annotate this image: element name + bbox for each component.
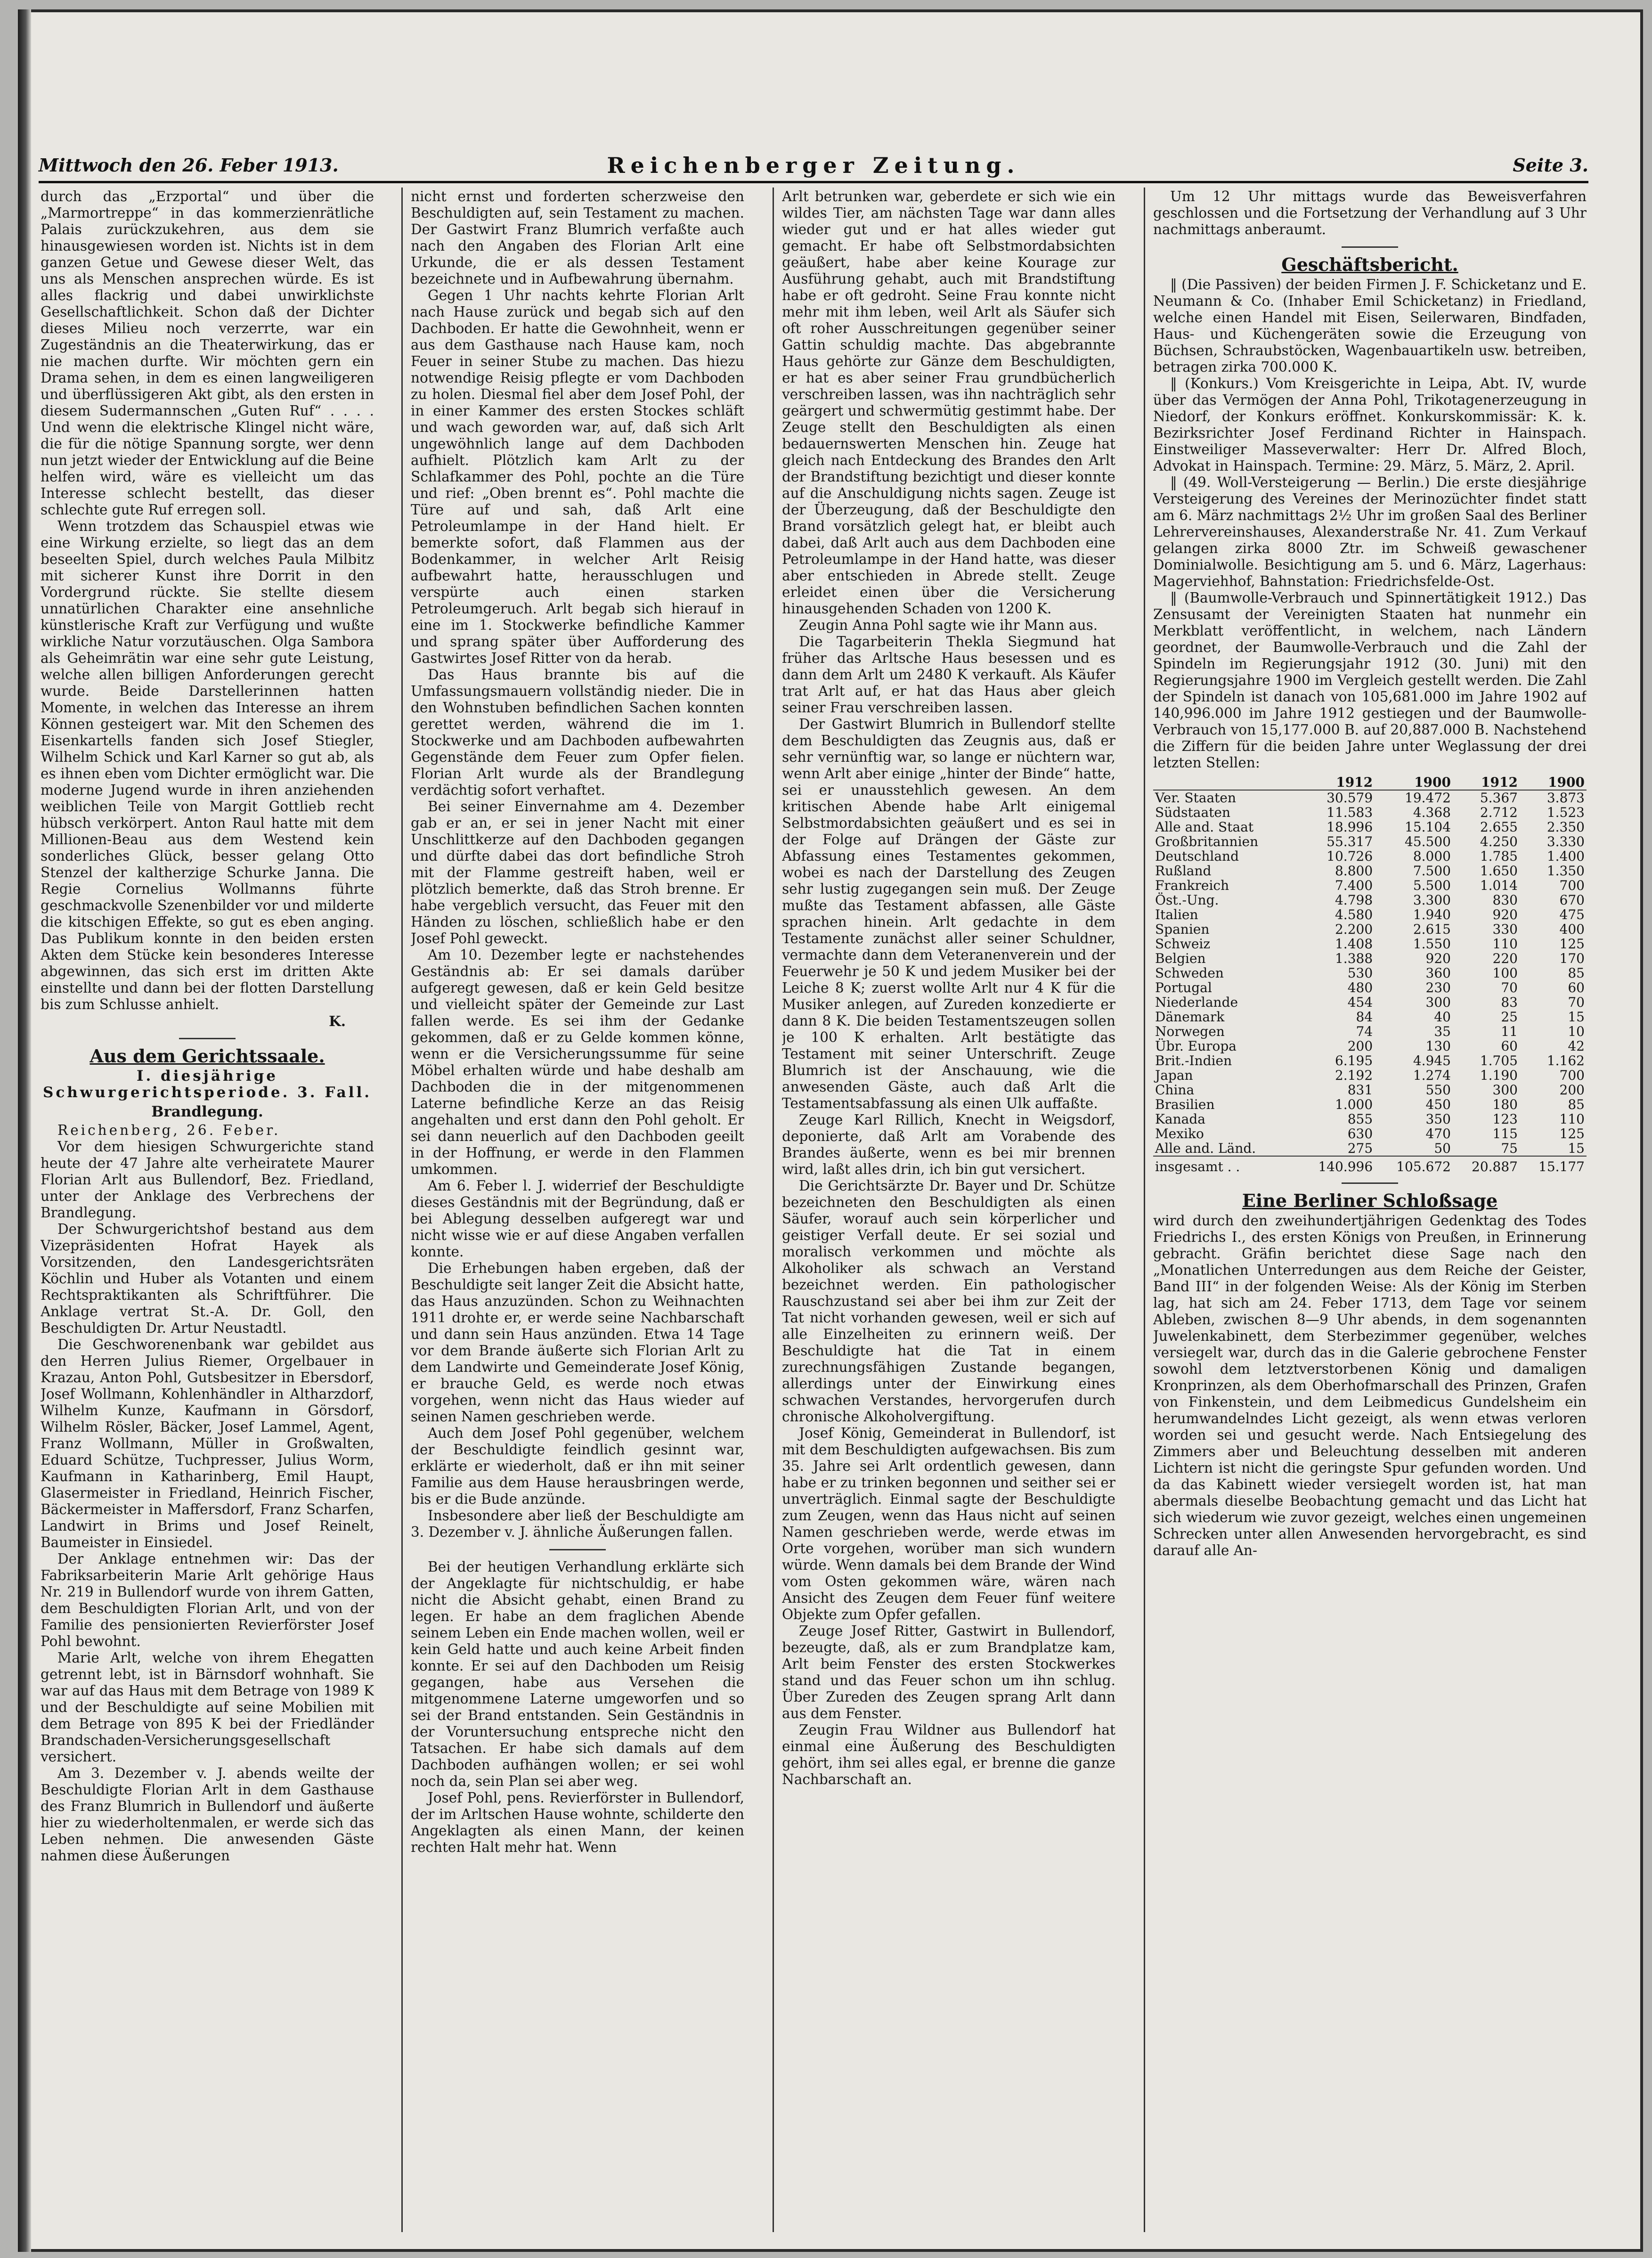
table-cell-value: 18.996: [1326, 819, 1373, 835]
table-row: [1153, 1053, 1587, 1068]
table-header: 1912: [1453, 775, 1520, 790]
table-cell-value: 2.712: [1480, 805, 1518, 820]
table-cell-label: Südstaaten: [1155, 805, 1231, 820]
table-row: [1153, 893, 1587, 907]
table-body: [1153, 790, 1587, 1174]
table-cell-label: Übr. Europa: [1155, 1038, 1237, 1054]
table-cell-label: Japan: [1155, 1068, 1193, 1083]
table-cell-value: 350: [1425, 1111, 1451, 1127]
table-cell-value: 7.500: [1413, 863, 1451, 879]
paragraph: Zeuge Josef Ritter, Gastwirt in Bullendorf, bezeugte, daß, als er zum Brandplatze kam, Arlt beim Fenster des ersten Stockwerkes stand und das Feuer schon um ihn schlug. Über Zureden des Zeugen sprang Arlt dann aus dem Fenster.: [782, 1623, 1115, 1721]
table-cell-label: insgesamt . .: [1153, 1156, 1296, 1174]
table-cell-label: China: [1155, 1082, 1195, 1098]
table-row: [1153, 1083, 1587, 1097]
table-cell-value: 75: [1501, 1141, 1518, 1156]
table-cell-value: 700: [1559, 1068, 1585, 1083]
paragraph: Die Erhebungen haben ergeben, daß der Beschuldigte seit langer Zeit die Absicht hatte, das Haus anzuzünden. Schon zu Weihnachten 1911 drohte er, er werde seine Nachbarschaft und dann sein Haus anzünden. Etwa 14 Tage vor dem Brande äußerte sich Florian Arlt zu dem Landwirte und Gemeinderate Josef König, er brauche Geld, es werde noch etwas vorgehen, wenn nicht das Haus wieder auf seinen Namen geschrieben werde.: [411, 1260, 744, 1425]
table-cell-label: Alle and. Staat: [1155, 819, 1254, 835]
table-cell-value: 55.317: [1326, 834, 1373, 849]
paragraph: Am 6. Feber l. J. widerrief der Beschuldigte dieses Geständnis mit der Begründung, daß er bei Ablegung desselben aufgeregt war und nicht wisse wie er auf diese Angaben verfallen konnte.: [411, 1178, 744, 1260]
separator: [1342, 1182, 1398, 1184]
table-cell-label: Alle and. Länd.: [1155, 1141, 1256, 1156]
paragraph: Am 3. Dezember v. J. abends weilte der Beschuldigte Florian Arlt in dem Gasthause des Franz Blumrich in Bullendorf und äußerte hier zu wiederholtenmalen, er werde sich das Leben nehmen. Die anwesenden Gäste nahmen diese Äußerungen: [41, 1765, 374, 1864]
table-row: [1153, 1097, 1587, 1112]
table-cell-label: Dänemark: [1155, 1009, 1225, 1025]
table-cell-value: 83: [1501, 994, 1518, 1010]
table-cell-value: 454: [1347, 994, 1373, 1010]
paragraph: Insbesondere aber ließ der Beschuldigte am 3. Dezember v. J. ähnliche Äußerungen fallen.: [411, 1508, 744, 1540]
table-cell-value: 2.615: [1413, 921, 1451, 937]
table-row: [1153, 907, 1587, 922]
table-cell-value: 200: [1559, 1082, 1585, 1098]
separator: [1342, 246, 1398, 248]
author-signature: K.: [329, 1013, 346, 1029]
table-cell-value: 360: [1425, 965, 1451, 981]
table-cell-value: 60: [1568, 980, 1585, 995]
table-cell-label: Niederlande: [1155, 994, 1238, 1010]
table-cell-value: 70: [1501, 980, 1518, 995]
table-cell-value: 10.726: [1326, 848, 1373, 864]
paragraph: Arlt betrunken war, geberdete er sich wie ein wildes Tier, am nächsten Tage war dann alles wieder gut und er hat alles wieder gut gemacht. Er habe oft Selbstmordabsichten geäußert, habe aber keine Kourage zur Ausführung gehabt, auch mit Brandstiftung habe er oft gedroht. Seine Frau konnte nicht mehr mit ihm leben, weil Arlt als Säufer sich oft roher Ausschreitungen gegenüber seiner Gattin schuldig machte. Das abgebrannte Haus gehörte zur Gänze dem Beschuldigten, er hat es aber seiner Frau grundbücherlich verschreiben lassen, was ihn nachträglich sehr geärgert und schwermütig gestimmt habe. Der Zeuge stellt den Beschuldigten als einen bedauernswerten Menschen hin. Zeuge hat gleich nach Entdeckung des Brandes den Arlt der Brandstiftung bezichtigt und dieser konnte auf die Anschuldigung nichts sagen. Zeuge ist der Überzeugung, daß der Beschuldigte den Brand vorsätzlich gelegt hat, er bleibt auch dabei, daß Arlt auch aus dem Dachboden eine Petroleumlampe in der Hand hatte, was dieser aber entschieden in Abrede stellt. Zeuge erleidet einen über die Versicherung hinausgehenden Schaden von 1200 K.: [782, 188, 1115, 617]
table-cell-label: Schweiz: [1155, 936, 1211, 952]
paragraph: ‖ (Konkurs.) Vom Kreisgerichte in Leipa, Abt. IV, wurde über das Vermögen der Anna Pohl, Trikotagenerzeugung in Niedorf, der Konkurs eröffnet. Konkurskommissär: K. k. Bezirksrichter Josef Ferdinand Richter in Hainspach. Einstweiliger Masseverwalter: Herr Dr. Alfred Bloch, Advokat in Hainspach. Termine: 29. März, 5. März, 2. April.: [1153, 375, 1587, 474]
table-cell-value: 170: [1559, 951, 1585, 966]
table-cell-value: 1.550: [1413, 936, 1451, 952]
table-row: [1153, 820, 1587, 834]
paragraph: wird durch den zweihundertjährigen Gedenktag des Todes Friedrichs I., des ersten Königs von Preußen, in Erinnerung gebracht. Gräfin berichtet diese Sage nach den „Monatlichen Unterredungen aus dem Reiche der Geister, Band III“ in der folgenden Weise: Als der König im Sterben lag, hat sich am 24. Feber 1713, dem Tage vor seinem Ableben, zwischen 8—9 Uhr abends, in dem sogenannten Juwelenkabinett, dem Sterbezimmer gegenüber, welches versiegelt war, durch das in die Galerie gebrochene Fenster sowohl dem letztverstorbenen König und damaligen Kronprinzen, als dem Oberhofmarschall des Prinzen, Grafen von Finkenstein, und dem Leibmedicus Gundelsheim ein herumwandelndes Licht gezeigt, als wenn etwas verloren worden sei und gesucht werde. Nach Entsiegelung des Zimmers aber und Beleuchtung desselben mit anderen Lichtern ist nicht die geringste Spur gefunden worden. Und da das Kabinett wieder versiegelt worden ist, hat man abermals dieselbe Beobachtung gemacht und das Licht hat sich wiederum wie zuvor gezeigt, welches einen ungemeinen Schrecken unter allen Anwesenden hervorgebracht, es sind darauf alle An-: [1153, 1213, 1587, 1558]
table-cell-value: 50: [1434, 1141, 1451, 1156]
paragraph: Das Haus brannte bis auf die Umfassungsmauern vollständig nieder. Die in den Wohnstuben befindlichen Sachen konnten gerettet werden, während die im 1. Stockwerke und am Dachboden aufbewahrten Gegenstände dem Feuer zum Opfer fielen. Florian Arlt wurde als der Brandlegung verdächtig sofort verhaftet.: [411, 667, 744, 798]
table-cell-value: 220: [1492, 951, 1518, 966]
paragraph: Die Geschworenenbank war gebildet aus den Herren Julius Riemer, Orgelbauer in Krazau, Anton Pohl, Gutsbesitzer in Ebersdorf, Josef Wollmann, Kohlenhändler in Altharzdorf, Wilhelm Kunze, Kaufmann in Görsdorf, Wilhelm Rösler, Bäcker, Josef Lammel, Agent, Franz Wollmann, Müller in Großwalten, Eduard Schütze, Tuchpresser, Julius Worm, Kaufmann in Katharinberg, Emil Haupt, Glasermeister in Friedland, Heinrich Fischer, Bäckermeister in Maffersdorf, Franz Scharfen, Landwirt in Brims und Josef Reinelt, Baumeister in Einsiedel.: [41, 1337, 374, 1550]
table-cell-value: 42: [1568, 1038, 1585, 1054]
paragraph: Zeugin Anna Pohl sagte wie ihr Mann aus.: [799, 617, 1098, 633]
column-2: [411, 188, 744, 2233]
table-cell-label: Kanada: [1155, 1111, 1205, 1127]
table-cell-value: 530: [1347, 965, 1373, 981]
table-cell-value: 115: [1492, 1126, 1518, 1141]
column-4: [1153, 188, 1587, 2233]
table-cell-value: 19.472: [1405, 790, 1451, 806]
table-cell-value: 550: [1425, 1082, 1451, 1098]
table-cell-value: 140.996: [1296, 1156, 1375, 1174]
subsection-title: I. diesjährige Schwurgerichtsperiode. 3. Fall.: [42, 1068, 372, 1101]
dateline: Reichenberg, 26. Feber.: [57, 1122, 281, 1138]
table-cell-value: 630: [1347, 1126, 1373, 1141]
table-cell-value: 45.500: [1405, 834, 1451, 849]
table-cell-value: 920: [1425, 951, 1451, 966]
table-cell-value: 84: [1356, 1009, 1373, 1025]
page-number: Seite 3.: [1513, 155, 1588, 176]
paragraph: Am 10. Dezember legte er nachstehendes Geständnis ab: Er sei damals darüber aufgeregt gewesen, daß er kein Geld besitze und vielleicht später der Gemeinde zur Last fallen werde. Es sei ihm der Gedanke gekommen, daß er zu Gelde kommen könne, wenn er die Versicherungssumme für seine Möbel erhalten würde und habe deshalb am Dachboden die in der mitgenommenen Laterne befindliche Kerze an das Reisig angehalten und erst dann den Pohl geholt. Er sei dann neuerlich auf den Dachboden geeilt in der Hoffnung, er werde in den Flammen umkommen.: [411, 947, 744, 1177]
table-row: [1153, 878, 1587, 893]
paragraph: Bei seiner Einvernahme am 4. Dezember gab er an, er sei in jener Nacht mit einer Unschlittkerze auf den Dachboden gegangen und dürfte dabei das dort befindliche Stroh mit der Flamme gestreift haben, weil er plötzlich bemerkte, daß das Stroh brenne. Er habe vergeblich versucht, das Feuer mit den Händen zu löschen, schließlich habe er den Josef Pohl geweckt.: [411, 799, 744, 946]
table-cell-label: Portugal: [1155, 980, 1212, 995]
table-cell-value: 670: [1559, 892, 1585, 908]
table-cell-value: 475: [1559, 907, 1585, 922]
table-cell-value: 15.104: [1405, 819, 1451, 835]
table-cell-value: 25: [1501, 1009, 1518, 1025]
table-cell-value: 3.330: [1546, 834, 1585, 849]
table-cell-value: 40: [1434, 1009, 1451, 1025]
column-rule: [401, 187, 403, 2232]
table-cell-value: 1.408: [1335, 936, 1373, 952]
table-row: [1153, 1112, 1587, 1126]
table-cell-value: 1.162: [1546, 1053, 1585, 1068]
table-cell-label: Italien: [1155, 907, 1198, 922]
table-cell-value: 100: [1492, 965, 1518, 981]
table-cell-value: 830: [1492, 892, 1518, 908]
table-cell-value: 85: [1568, 965, 1585, 981]
table-cell-value: 11.583: [1326, 805, 1373, 820]
column-rule: [1144, 187, 1145, 2232]
separator: [549, 1549, 606, 1550]
table-row: [1153, 1141, 1587, 1156]
table-cell-value: 85: [1568, 1097, 1585, 1112]
paragraph: Zeuge Karl Rillich, Knecht in Weigsdorf, deponierte, daß Arlt am Vorabende des Brandes äußerte, wenn es bei mir brennen wird, laßt alles drin, ich bin gut versichert.: [782, 1112, 1115, 1177]
table-row: [1153, 1039, 1587, 1053]
paragraph: Der Anklage entnehmen wir: Das der Fabriksarbeiterin Marie Arlt gehörige Haus Nr. 219 in Bullendorf wurde von ihrem Gatten, dem Beschuldigten Florian Arlt, und von der Familie des pensionierten Revierförster Josef Pohl bewohnt.: [41, 1551, 374, 1649]
table-cell-value: 15.177: [1520, 1156, 1587, 1174]
table-row: [1153, 922, 1587, 937]
paragraph: Auch dem Josef Pohl gegenüber, welchem der Beschuldigte feindlich gesinnt war, erklärte er wiederholt, daß er ihn mit seiner Familie aus dem Hause herausbringen werde, bis er die Bude anzünde.: [411, 1425, 744, 1507]
table-cell-value: 1.523: [1546, 805, 1585, 820]
table-cell-value: 70: [1568, 994, 1585, 1010]
table-cell-value: 1.650: [1480, 863, 1518, 879]
table-cell-value: 125: [1559, 1126, 1585, 1141]
table-cell-value: 130: [1425, 1038, 1451, 1054]
table-cell-label: Brit.-Indien: [1155, 1053, 1232, 1068]
table-cell-value: 230: [1425, 980, 1451, 995]
table-cell-value: 60: [1501, 1038, 1518, 1054]
table-row: [1153, 995, 1587, 1010]
table-cell-label: Öst.-Ung.: [1155, 892, 1219, 908]
table-row: [1153, 805, 1587, 820]
table-cell-value: 123: [1492, 1111, 1518, 1127]
column-1: [41, 188, 374, 2233]
paragraph: Vor dem hiesigen Schwurgerichte stand heute der 47 Jahre alte verheiratete Maurer Florian Arlt aus Bullendorf, Bez. Friedland, unter der Anklage des Verbrechens der Brandlegung.: [41, 1139, 374, 1221]
table-row: [1153, 1068, 1587, 1083]
table-cell-value: 30.579: [1326, 790, 1373, 806]
table-cell-value: 275: [1347, 1141, 1373, 1156]
header-rule: [39, 181, 1588, 183]
table-cell-label: Großbritannien: [1155, 834, 1259, 849]
newspaper-title: Reichenberger Zeitung.: [607, 153, 1020, 178]
table-cell-value: 5.500: [1413, 878, 1451, 893]
paragraph: ‖ (Baumwolle-Verbrauch und Spinnertätigkeit 1912.) Das Zensusamt der Vereinigten Staaten hat nunmehr ein Merkblatt veröffentlicht, in welchem, nach Ländern geordnet, der Baumwolle-Verbrauch und die Zahl der Spindeln im Regierungsjahr 1912 (30. Juni) mit den Regierungsjahre 1900 im Vergleich gestellt werden. Die Zahl der Spindeln ist danach von 105,681.000 im Jahre 1902 auf 140,996.000 im Jahre 1912 gestiegen und der Baumwolle-Verbrauch von 15,177.000 B. auf 20,887.000 B. Nachstehend die Ziffern für die beiden Jahre unter Weglassung der drei letzten Stellen:: [1153, 590, 1587, 771]
table-cell-value: 1.400: [1546, 848, 1585, 864]
paragraph: Zeugin Frau Wildner aus Bullendorf hat einmal eine Äußerung des Beschuldigten gehört, ihm sei alles egal, er brenne die ganze Nachbarschaft an.: [782, 1722, 1115, 1787]
table-cell-label: Spanien: [1155, 921, 1210, 937]
table-row: [1153, 790, 1587, 805]
paragraph: Wenn trotzdem das Schauspiel etwas wie eine Wirkung erzielte, so liegt das an dem beseelten Spiel, durch welches Paula Milbitz mit sicherer Kunst ihre Dorrit in den Vordergrund rückte. Sie stellte diesem unnatürlichen Charakter eine ansehnliche künstlerische Kraft zur Verfügung und wußte wirkliche Natur vorzutäuschen. Olga Sambora als Geheimrätin war eine sehr gute Leistung, welche allen billigen Anforderungen gerecht wurde. Beide Darstellerinnen hatten Momente, in welchen das Interesse an ihrem Können gesteigert war. Mit den Schemen des Eisenkartells fanden sich Josef Stiegler, Wilhelm Schick und Karl Karner so gut ab, als es ihnen eben vom Dichter ermöglicht war. Die moderne Jugend wurde in ihren anziehenden weiblichen Teile von Margit Gottlieb recht hübsch verkörpert. Anton Raul hatte mit dem Millionen-Beau aus dem Westend kein sonderliches Glück, besser gelang Otto Stenzel der kaltherzige Schurke Janna. Die Regie Cornelius Wollmanns führte geschmackvolle Szenenbilder vor und milderte die kitschigen Effekte, so gut es eben anging. Das Publikum konnte in den beiden ersten Akten dem Stücke kein besonderes Interesse abgewinnen, das sich erst im dritten Akte einstellte und dann bei der flotten Darstellung bis zum Schlusse anhielt.: [41, 518, 374, 1012]
separator: [179, 1038, 236, 1039]
page-header: [39, 155, 1588, 179]
paragraph: Gegen 1 Uhr nachts kehrte Florian Arlt nach Hause zurück und begab sich auf den Dachboden. Er hatte die Gewohnheit, wenn er aus dem Gasthause nach Hause kam, noch Feuer in seiner Stube zu machen. Das hiezu notwendige Reisig pflegte er vom Dachboden zu holen. Diesmal fiel aber dem Josef Pohl, der in einer Kammer des ersten Stockes schläft und wach geworden war, auf, daß sich Arlt ungewöhnlich lange auf dem Dachboden aufhielt. Plötzlich kam Arlt zu der Schlafkammer des Pohl, pochte an die Türe und rief: „Oben brennt es“. Pohl machte die Türe auf und sah, daß Arlt eine Petroleumlampe in der Hand hielt. Er bemerkte sofort, daß Flammen aus der Bodenkammer, in welcher Arlt Reisig aufbewahrt hatte, herausschlugen und verspürte auch einen starken Petroleumgeruch. Arlt begab sich hierauf in eine im 1. Stockwerke befindliche Kammer und sprang später über Aufforderung des Gastwirtes Josef Ritter von da herab.: [411, 287, 744, 666]
table-cell-value: 20.887: [1453, 1156, 1520, 1174]
table-row: [1153, 1010, 1587, 1024]
paragraph: Der Schwurgerichtshof bestand aus dem Vizepräsidenten Hofrat Hayek als Vorsitzenden, den Landesgerichtsräten Köchlin und Huber als Votanten und einem Rechtspraktikanten als Schriftführer. Die Anklage vertrat St.-A. Dr. Goll, den Beschuldigten Dr. Artur Neustadtl.: [41, 1221, 374, 1336]
paragraph: Die Gerichtsärzte Dr. Bayer und Dr. Schütze bezeichneten den Beschuldigten als einen Säufer, worauf auch sein körperlicher und geistiger Verfall deute. Er sei sozial und moralisch verkommen und möchte als Alkoholiker als schwach an Verstand bezeichnet werden. Ein pathologischer Rauschzustand sei aber bei ihm zur Zeit der Tat nicht vorhanden gewesen, weil er sich auf alle Einzelheiten zu erinnern weiß. Der Beschuldigte hat die Tat in einem zurechnungsfähigen Zustande begangen, allerdings unter der Einwirkung eines schwachen Verstandes, hervorgerufen durch chronische Alkoholvergiftung.: [782, 1178, 1115, 1425]
paragraph: Marie Arlt, welche von ihrem Ehegatten getrennt lebt, ist in Bärnsdorf wohnhaft. Sie war auf das Haus mit dem Betrage von 1989 K und der Beschuldigte auf seine Mobilien mit dem Betrage von 895 K bei der Friedländer Brandschaden-Versicherungsgesellschaft versichert.: [41, 1650, 374, 1765]
table-cell-label: Schweden: [1155, 965, 1224, 981]
table-cell-value: 1.014: [1480, 878, 1518, 893]
table-row: [1153, 980, 1587, 995]
table-cell-label: Mexiko: [1155, 1126, 1204, 1141]
table-cell-value: 1.000: [1335, 1097, 1373, 1112]
table-cell-value: 1.190: [1480, 1068, 1518, 1083]
table-cell-value: 3.873: [1546, 790, 1585, 806]
table-cell-value: 4.945: [1413, 1053, 1451, 1068]
cotton-statistics-table: [1153, 775, 1587, 1174]
table-cell-value: 450: [1425, 1097, 1451, 1112]
table-cell-value: 920: [1492, 907, 1518, 922]
column-3: [782, 188, 1115, 2233]
table-cell-value: 110: [1559, 1111, 1585, 1127]
table-cell-value: 35: [1434, 1024, 1451, 1039]
table-cell-value: 105.672: [1375, 1156, 1453, 1174]
table-header: [1153, 775, 1296, 790]
table-cell-value: 200: [1347, 1038, 1373, 1054]
paragraph: Josef Pohl, pens. Revierförster in Bullendorf, der im Arltschen Hause wohnte, schilderte den Angeklagten als einen Mann, der keinen rechten Halt mehr hat. Wenn: [411, 1790, 744, 1855]
table-cell-value: 470: [1425, 1126, 1451, 1141]
table-cell-value: 4.798: [1335, 892, 1373, 908]
table-cell-value: 10: [1568, 1024, 1585, 1039]
table-cell-value: 300: [1425, 994, 1451, 1010]
table-cell-value: 11: [1501, 1024, 1518, 1039]
paragraph: Bei der heutigen Verhandlung erklärte sich der Angeklagte für nichtschuldig, er habe nicht die Absicht gehabt, einen Brand zu legen. Er habe an dem fraglichen Abende seinem Leben ein Ende machen wollen, weil er kein Geld hatte und auch keine Arbeit finden konnte. Er sei auf den Dachboden um Reisig gegangen, habe aus Versehen die mitgenommene Laterne umgeworfen und so sei der Brand entstanden. Sein Geständnis in der Voruntersuchung entspreche nicht den Tatsachen. Er habe sich damals auf dem Dachboden aufhängen wollen; er sei wohl noch da, sein Plan sei aber weg.: [411, 1559, 744, 1789]
paragraph: Der Gastwirt Blumrich in Bullendorf stellte dem Beschuldigten das Zeugnis aus, daß er sehr vernünftig war, so lange er nüchtern war, wenn Arlt aber einige „hinter der Binde“ hatte, sei er unausstehlich gewesen. An dem kritischen Abende habe Arlt einigemal Selbstmordabsichten geäußert und es sei in der Folge auf Drängen der Gäste zur Abfassung eines Testamentes gekommen, wobei es nach der Darstellung des Zeugen sehr lustig zugegangen sein muß. Der Zeuge mußte das Testament abfassen, alle Gäste sprachen hinein. Arlt gedachte in dem Testamente zunächst aller seiner Schuldner, vermachte dann dem Veteranenverein und der Feuerwehr je 50 K und jedem Musiker bei der Leiche 8 K; zuerst wollte Arlt nur 4 K für die Musiker anlegen, auf Zureden konzedierte er dann 8 K. Die beiden Testamentszeugen sollen je 100 K erhalten. Arlt bestätigte das Testament mit seiner Unterschrift. Zeuge Blumrich ist der Anschauung, wie die anwesenden Gäste, auch daß Arlt die Testamentsabfassung als einen Ulk auffaßte.: [782, 716, 1115, 1111]
table-cell-value: 300: [1492, 1082, 1518, 1098]
table-cell-label: Belgien: [1155, 951, 1206, 966]
table-cell-value: 74: [1356, 1024, 1373, 1039]
table-cell-value: 1.705: [1480, 1053, 1518, 1068]
table-cell-value: 700: [1559, 878, 1585, 893]
table-cell-label: Brasilien: [1155, 1097, 1215, 1112]
table-row: [1153, 1024, 1587, 1039]
table-cell-value: 125: [1559, 936, 1585, 952]
table-cell-value: 855: [1347, 1111, 1373, 1127]
table-row: [1153, 834, 1587, 849]
table-row: [1153, 864, 1587, 878]
table-cell-value: 110: [1492, 936, 1518, 952]
table-row: [1153, 1126, 1587, 1141]
table-cell-value: 1.274: [1413, 1068, 1451, 1083]
table-header: 1900: [1520, 775, 1587, 790]
table-row: [1153, 966, 1587, 980]
table-cell-label: Norwegen: [1155, 1024, 1225, 1039]
table-cell-value: 15: [1568, 1009, 1585, 1025]
table-cell-value: 831: [1347, 1082, 1373, 1098]
table-cell-value: 1.388: [1335, 951, 1373, 966]
table-cell-value: 4.580: [1335, 907, 1373, 922]
table-cell-value: 3.300: [1413, 892, 1451, 908]
paragraph: Um 12 Uhr mittags wurde das Beweisverfahren geschlossen und die Fortsetzung der Verhandlung auf 3 Uhr nachmittags anberaumt.: [1153, 188, 1587, 237]
section-title: Geschäftsbericht.: [1281, 254, 1458, 275]
paragraph: ‖ (Die Passiven) der beiden Firmen J. F. Schicketanz und E. Neumann & Co. (Inhaber Emil Schicketanz) in Friedland, welche einen Handel mit Eisen, Seilerwaren, Bindfaden, Haus- und Küchengeräten sowie die Erzeugung von Büchsen, Schraubstöcken, Wagenbauartikeln usw. betreiben, betragen zirka 700.000 K.: [1153, 277, 1587, 375]
table-row: [1153, 849, 1587, 864]
table-cell-value: 7.400: [1335, 878, 1373, 893]
table-row: [1153, 937, 1587, 951]
table-cell-value: 15: [1568, 1141, 1585, 1156]
table-total-row: [1153, 1156, 1587, 1174]
table-cell-value: 480: [1347, 980, 1373, 995]
table-cell-value: 4.250: [1480, 834, 1518, 849]
table-cell-value: 2.350: [1546, 819, 1585, 835]
table-cell-value: 1.350: [1546, 863, 1585, 879]
table-cell-label: Ver. Staaten: [1155, 790, 1237, 806]
table-cell-value: 2.200: [1335, 921, 1373, 937]
table-cell-value: 2.655: [1480, 819, 1518, 835]
paragraph: durch das „Erzportal“ und über die „Marmortreppe“ in das kommerzienrätliche Palais zurückzukehren, aus dem sie hinausgewiesen worden ist. Nichts ist in dem ganzen Getue und Gewese dieser Welt, das uns als Menschen ansprechen würde. Es ist alles flackrig und dabei unwirklichste Gesellschaftlichkeit. Schon daß der Dichter dieses Milieu noch verzerrte, war ein Zugeständnis an die Theaterwirkung, das er nie machen durfte. Wir möchten gern ein Drama sehen, in dem es einen langweiligeren und überflüssigeren Akt gibt, als den ersten in diesem Sudermannschen „Guten Ruf“ . . . . Und wenn die elektrische Klingel nicht wäre, die für die nötige Spannung sorgte, wer denn nun jetzt wieder der Entwicklung auf die Beine helfen wird, wäre es vielleicht um das Interesse schlecht bestellt, das dieser schlechte gute Ruf erregen soll.: [41, 188, 374, 518]
table-cell-value: 400: [1559, 921, 1585, 937]
page-binding-edge: [18, 9, 31, 2252]
table-cell-value: 180: [1492, 1097, 1518, 1112]
table-cell-value: 330: [1492, 921, 1518, 937]
table-cell-value: 8.800: [1335, 863, 1373, 879]
table-cell-value: 1.940: [1413, 907, 1451, 922]
table-header: 1912: [1296, 775, 1375, 790]
table-cell-label: Deutschland: [1155, 848, 1239, 864]
table-cell-value: 8.000: [1413, 848, 1451, 864]
table-header-row: [1153, 775, 1587, 790]
table-row: [1153, 951, 1587, 966]
paragraph: Josef König, Gemeinderat in Bullendorf, ist mit dem Beschuldigten aufgewachsen. Bis zum 35. Jahre sei Arlt ordentlich gewesen, dann habe er zu trinken begonnen und seither sei er unverträglich. Einmal sagte der Beschuldigte zum Zeugen, wenn das Haus nicht auf seinen Namen geschrieben werde, werde etwas im Orte vorgehen, worüber man sich wundern würde. Wenn damals bei dem Brande der Wind vom Osten gekommen wäre, wären nach Ansicht des Zeugen dem Feuer fünf weitere Objekte zum Opfer gefallen.: [782, 1425, 1115, 1622]
table-header: 1900: [1375, 775, 1453, 790]
paragraph: Die Tagarbeiterin Thekla Siegmund hat früher das Arltsche Haus besessen und es dann dem Arlt um 2480 K verkauft. Als Käufer trat Arlt auf, er hat das Haus aber gleich seiner Frau verschreiben lassen.: [782, 634, 1115, 716]
column-rule: [773, 187, 774, 2232]
table-cell-label: Frankreich: [1155, 878, 1229, 893]
table-cell-value: 1.785: [1480, 848, 1518, 864]
table-cell-value: 6.195: [1335, 1053, 1373, 1068]
paragraph: nicht ernst und forderten scherzweise den Beschuldigten auf, sein Testament zu machen. Der Gastwirt Franz Blumrich verfaßte auch nach den Angaben des Florian Arlt eine Urkunde, die er als dessen Testament bezeichnete und in Aufbewahrung übernahm.: [411, 188, 744, 287]
header-date: Mittwoch den 26. Feber 1913.: [39, 155, 339, 176]
paragraph: ‖ (49. Woll-Versteigerung — Berlin.) Die erste diesjährige Versteigerung des Vereines der Merinozüchter findet statt am 6. März nachmittags 2½ Uhr im großen Saal des Berliner Lehrervereinshauses, Alexanderstraße Nr. 41. Zum Verkauf gelangen zirka 8000 Ztr. im Schweiß gewaschener Dominialwolle. Besichtigung am 5. und 6. März, Lagerhaus: Magerviehhof, Bahnstation: Friedrichsfelde-Ost.: [1153, 474, 1587, 589]
article-topic: Brandlegung.: [151, 1103, 263, 1120]
table-cell-value: 2.192: [1335, 1068, 1373, 1083]
section-title: Aus dem Gerichtssaale.: [90, 1045, 325, 1067]
table-cell-value: 5.367: [1480, 790, 1518, 806]
table-cell-label: Rußland: [1155, 863, 1212, 879]
section-title: Eine Berliner Schloßsage: [1242, 1190, 1498, 1211]
table-cell-value: 4.368: [1413, 805, 1451, 820]
